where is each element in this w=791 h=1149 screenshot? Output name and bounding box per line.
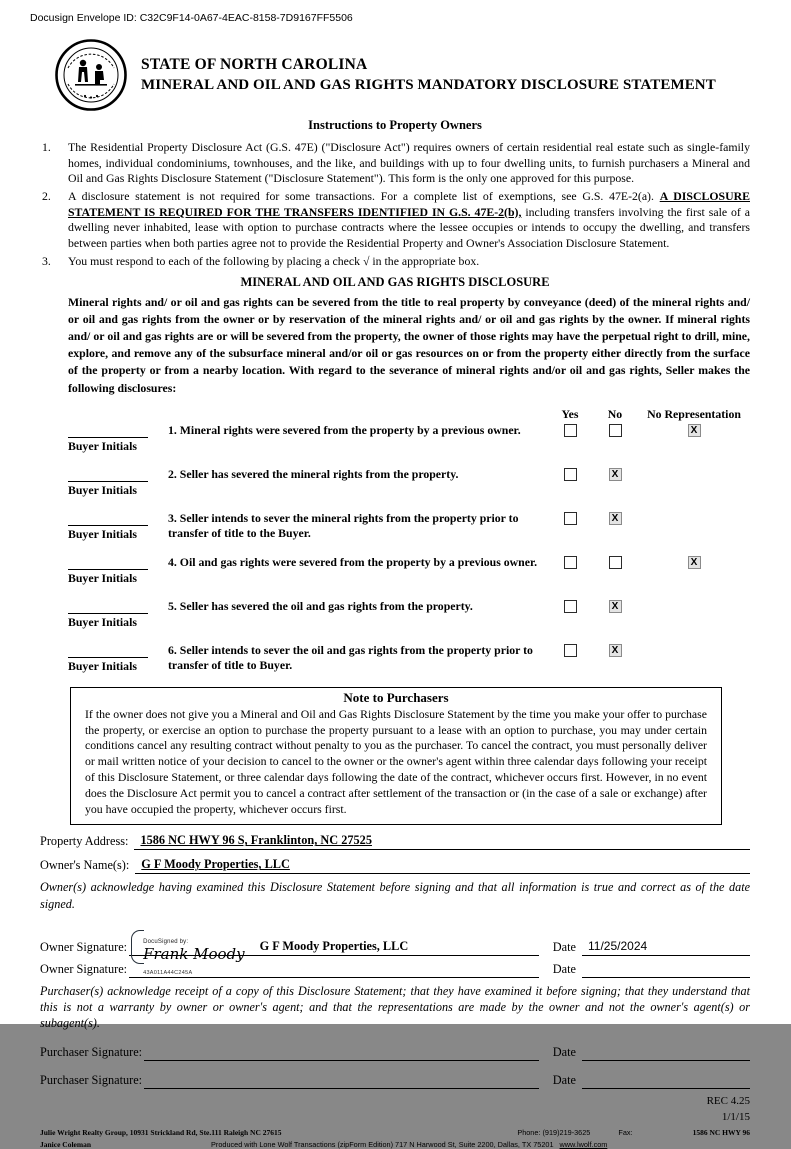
statement-text: 1. Mineral rights were severed from the property by a previous owner. bbox=[168, 422, 521, 437]
yes-checkbox[interactable] bbox=[564, 468, 577, 481]
buyer-initials-cell bbox=[68, 555, 168, 586]
item-text bbox=[68, 189, 750, 252]
no-representation-checkbox[interactable]: X bbox=[688, 556, 701, 569]
statement-text: 5. Seller has severed the oil and gas rights from the property. bbox=[168, 598, 473, 613]
owner-name-field[interactable]: G F Moody Properties, LLC bbox=[135, 857, 750, 874]
footer-phone: Phone: (919)219-3625 bbox=[517, 1128, 591, 1138]
buyer-initials-line[interactable] bbox=[68, 474, 148, 482]
date-label: Date bbox=[552, 961, 576, 976]
footer-line-1 bbox=[40, 1128, 750, 1137]
nc-real-estate-commission-seal-icon bbox=[54, 38, 128, 112]
table-row bbox=[68, 423, 750, 454]
no-cell bbox=[592, 511, 638, 542]
property-address-field[interactable]: 1586 NC HWY 96 S, Franklinton, NC 27525 bbox=[134, 833, 750, 850]
buyer-initials-line[interactable] bbox=[68, 606, 148, 614]
instruction-item bbox=[40, 140, 750, 187]
yes-cell bbox=[548, 599, 592, 630]
form-title: MINERAL AND OIL AND GAS RIGHTS MANDATORY DISCLOSURE STATEMENT bbox=[141, 77, 716, 93]
item-number: 2. bbox=[42, 189, 51, 204]
no-checkbox[interactable] bbox=[609, 556, 622, 569]
yes-cell bbox=[548, 555, 592, 586]
yes-checkbox[interactable] bbox=[564, 512, 577, 525]
no-cell bbox=[592, 555, 638, 586]
instruction-item bbox=[40, 254, 750, 270]
note-to-purchasers-box bbox=[70, 687, 722, 826]
no-cell bbox=[592, 423, 638, 454]
statement-text: 3. Seller intends to sever the mineral rights from the property prior to transfer of title to the Buyer. bbox=[168, 510, 519, 541]
owner-signature-row-1 bbox=[40, 926, 750, 976]
buyer-initials-line[interactable] bbox=[68, 562, 148, 570]
buyer-initials-label: Buyer Initials bbox=[68, 658, 137, 673]
table-header-row bbox=[68, 407, 750, 422]
header-titles bbox=[141, 56, 716, 94]
note-heading: Note to Purchasers bbox=[343, 689, 449, 705]
purchaser-signature-row-2 bbox=[40, 1073, 750, 1089]
purchaser-date-field[interactable] bbox=[582, 1045, 750, 1061]
buyer-initials-label: Buyer Initials bbox=[68, 526, 137, 541]
owner-signature-label: Owner Signature: bbox=[40, 939, 128, 954]
item-text bbox=[68, 254, 750, 270]
statement-text: 6. Seller intends to sever the oil and gas rights from the property prior to transfer of title to Buyer. bbox=[168, 642, 533, 673]
no-cell bbox=[592, 467, 638, 498]
form-header bbox=[54, 38, 750, 112]
purchaser-signature-field[interactable] bbox=[144, 1073, 539, 1089]
brokerage-name: Julie Wright Realty Group, 10931 Strickland Rd, Ste.111 Raleigh NC 27615 bbox=[40, 1128, 282, 1138]
date-label: Date bbox=[552, 1073, 576, 1088]
buyer-initials-line[interactable] bbox=[68, 650, 148, 658]
rec-date: 1/1/15 bbox=[721, 1111, 750, 1124]
rec-number: REC 4.25 bbox=[706, 1095, 750, 1108]
table-row bbox=[68, 555, 750, 586]
owner-name-row bbox=[40, 857, 750, 874]
agent-name: Janice Coleman bbox=[40, 1140, 92, 1149]
item-text-span: A disclosure statement is not required for some transactions. For a complete list of exemptions, see G.S. 47E-2(a). bbox=[68, 189, 660, 204]
yes-cell bbox=[548, 423, 592, 454]
property-address-row bbox=[40, 833, 750, 850]
yes-checkbox[interactable] bbox=[564, 600, 577, 613]
property-address-label: Property Address: bbox=[40, 834, 129, 849]
disclosure-intro: Mineral rights and/ or oil and gas rights can be severed from the title to real property by conveyance (deed) of the mineral rights and/ or oil and gas rights from the owner or by reservation of the mineral rights and/ or oil and gas rights by the owner. If mineral rights and/ or oil and gas rights are or will be severed from the property, the owner of those rights may have the perpetual right to drill, mine, explore, and remove any of the subsurface mineral and/or oil or gas resources on or from the property either directly from the surface of the property or from a nearby location. With regard to the severance of mineral rights and/or oil and gas rights, Seller makes the following disclosures: bbox=[68, 294, 750, 395]
item-text-span: including transfers involving the first sale of a dwelling never inhabited, lease with option to purchase contracts where the lessee occupies or intends to occupy the dwelling, and transfers between parties when both parties agree not to provide the Residential Property and Owner's Association Disclosure Statement. bbox=[68, 204, 751, 251]
yes-checkbox[interactable] bbox=[564, 644, 577, 657]
norep-cell bbox=[638, 643, 750, 674]
date-label: Date bbox=[552, 939, 576, 954]
disclosure-table bbox=[68, 407, 750, 674]
owner-signature-label: Owner Signature: bbox=[40, 961, 128, 976]
buyer-initials-label: Buyer Initials bbox=[68, 438, 137, 453]
no-checkbox[interactable]: X bbox=[609, 644, 622, 657]
buyer-initials-cell bbox=[68, 467, 168, 498]
owner-date-field[interactable] bbox=[582, 938, 750, 956]
column-header-yes: Yes bbox=[561, 406, 579, 421]
disclosure-heading: MINERAL AND OIL AND GAS RIGHTS DISCLOSURE bbox=[240, 274, 550, 289]
table-row bbox=[68, 511, 750, 542]
item-number: 3. bbox=[42, 253, 51, 268]
yes-cell bbox=[548, 467, 592, 498]
no-cell bbox=[592, 599, 638, 630]
item-number: 1. bbox=[42, 140, 51, 154]
footer-fax: Fax: bbox=[618, 1128, 633, 1138]
column-header-no: No bbox=[607, 406, 623, 421]
note-body: If the owner does not give you a Mineral and Oil and Gas Rights Disclosure Statement by the time you make your offer to purchase the property, or exercise an option to purchase the property pursuant to a lease with an option to purchase, you may under certain conditions cancel any resulting contract without penalty to you as the purchaser. To cancel the contract, you must personally deliver or mail written notice of your decision to cancel to the owner or the owner's agent within three calendar days following your receipt of this Disclosure Statement, or three calendar days following the date of the contract, whichever occurs first. However, in no event does the Disclosure Act permit you to cancel a contract after settlement of the transaction or (in the case of a sale or exchange) after you have occupied the property, whichever occurs first. bbox=[85, 706, 707, 816]
owner-date-field[interactable] bbox=[582, 962, 750, 978]
purchaser-acknowledgement: Purchaser(s) acknowledge receipt of a copy of this Disclosure Statement; that they have examined it before signing; that they understand that this is not a warranty by owner or owner's agent; and that the representations are made by the owner and not the owner's agent(s) or subagent(s). bbox=[40, 983, 750, 1031]
buyer-initials-cell bbox=[68, 423, 168, 454]
table-row bbox=[68, 467, 750, 498]
buyer-initials-label: Buyer Initials bbox=[68, 482, 137, 497]
form-revision-block bbox=[40, 1094, 750, 1126]
owner-acknowledgement: Owner(s) acknowledge having examined this Disclosure Statement before signing and that all information is true and correct as of the date signed. bbox=[40, 880, 750, 911]
yes-checkbox[interactable] bbox=[564, 556, 577, 569]
buyer-initials-cell bbox=[68, 511, 168, 542]
purchaser-date-field[interactable] bbox=[582, 1073, 750, 1089]
yes-checkbox[interactable] bbox=[564, 424, 577, 437]
norep-cell bbox=[638, 599, 750, 630]
docusign-envelope-id: Docusign Envelope ID: C32C9F14-0A67-4EAC-8158-7D9167FF5506 bbox=[30, 12, 353, 24]
statement-text: 4. Oil and gas rights were severed from the property by a previous owner. bbox=[168, 554, 538, 569]
owner-name-label: Owner's Name(s): bbox=[40, 858, 130, 873]
no-checkbox[interactable] bbox=[609, 424, 622, 437]
norep-cell bbox=[638, 555, 750, 586]
no-checkbox[interactable]: X bbox=[609, 600, 622, 613]
owner-signature-field[interactable] bbox=[129, 926, 539, 976]
owner-signature-script: Frank Moody bbox=[143, 944, 245, 963]
buyer-initials-cell bbox=[68, 643, 168, 674]
state-title: STATE OF NORTH CAROLINA bbox=[141, 56, 368, 73]
docusign-signature-id: 43A011A44C245A bbox=[143, 969, 193, 976]
purchaser-signature-label: Purchaser Signature: bbox=[40, 1073, 143, 1088]
statement-text: 2. Seller has severed the mineral rights from the property. bbox=[168, 466, 459, 481]
purchaser-signature-row-1 bbox=[40, 1045, 750, 1061]
item-text-underlined: A DISCLOSURE STATEMENT IS REQUIRED FOR THE TRANSFERS IDENTIFIED IN G.S. 47E-2(b), bbox=[68, 189, 750, 219]
norep-cell bbox=[638, 467, 750, 498]
lwolf-link[interactable]: www.lwolf.com bbox=[559, 1140, 608, 1149]
date-label: Date bbox=[552, 1045, 576, 1060]
owner-signature-field[interactable] bbox=[129, 962, 539, 978]
yes-cell bbox=[548, 643, 592, 674]
buyer-initials-cell bbox=[68, 599, 168, 630]
purchaser-signature-label: Purchaser Signature: bbox=[40, 1045, 143, 1060]
item-text bbox=[68, 140, 750, 187]
no-cell bbox=[592, 643, 638, 674]
buyer-initials-label: Buyer Initials bbox=[68, 614, 137, 629]
owner-typed-name: G F Moody Properties, LLC bbox=[259, 938, 409, 953]
table-row bbox=[68, 599, 750, 630]
owner-signature-row-2 bbox=[40, 962, 750, 978]
table-row bbox=[68, 643, 750, 674]
docusigned-by-label: DocuSigned by: bbox=[143, 938, 189, 945]
produced-with-text: Produced with Lone Wolf Transactions (zipForm Edition) 717 N Harwood St, Suite 2200, Dallas, TX 75201 bbox=[211, 1140, 554, 1149]
item-text-span: You must respond to each of the following by placing a check √ in the appropriate box. bbox=[68, 253, 480, 268]
header-spacer bbox=[168, 407, 548, 422]
no-checkbox[interactable]: X bbox=[609, 512, 622, 525]
norep-cell bbox=[638, 511, 750, 542]
buyer-initials-label: Buyer Initials bbox=[68, 570, 137, 585]
footer-line-2 bbox=[40, 1140, 750, 1149]
header-spacer bbox=[68, 407, 168, 422]
instruction-item bbox=[40, 189, 750, 252]
no-representation-checkbox[interactable]: X bbox=[688, 424, 701, 437]
docusign-signature-stamp[interactable] bbox=[131, 929, 259, 976]
instructions-heading: Instructions to Property Owners bbox=[308, 118, 482, 132]
owner-date-value: 11/25/2024 bbox=[588, 938, 648, 953]
footer-document-ref: 1586 NC HWY 96 bbox=[692, 1128, 750, 1138]
buyer-initials-line[interactable] bbox=[68, 430, 148, 438]
docusign-bracket-icon bbox=[131, 930, 144, 964]
item-text-span: The Residential Property Disclosure Act (G.S. 47E) ("Disclosure Act") requires owners of certain residential real estate such as single-family homes, individual condominiums, townhouses, and the like, and buildings with up to four dwelling units, to furnish purchasers a Mineral and Oil and Gas Rights Disclosure Statement ("Disclosure Statement"). This form is the only one approved for this purpose. bbox=[68, 140, 750, 186]
buyer-initials-line[interactable] bbox=[68, 518, 148, 526]
norep-cell bbox=[638, 423, 750, 454]
column-header-no-representation: No Representation bbox=[647, 406, 741, 421]
yes-cell bbox=[548, 511, 592, 542]
purchaser-signature-field[interactable] bbox=[144, 1045, 539, 1061]
no-checkbox[interactable]: X bbox=[609, 468, 622, 481]
